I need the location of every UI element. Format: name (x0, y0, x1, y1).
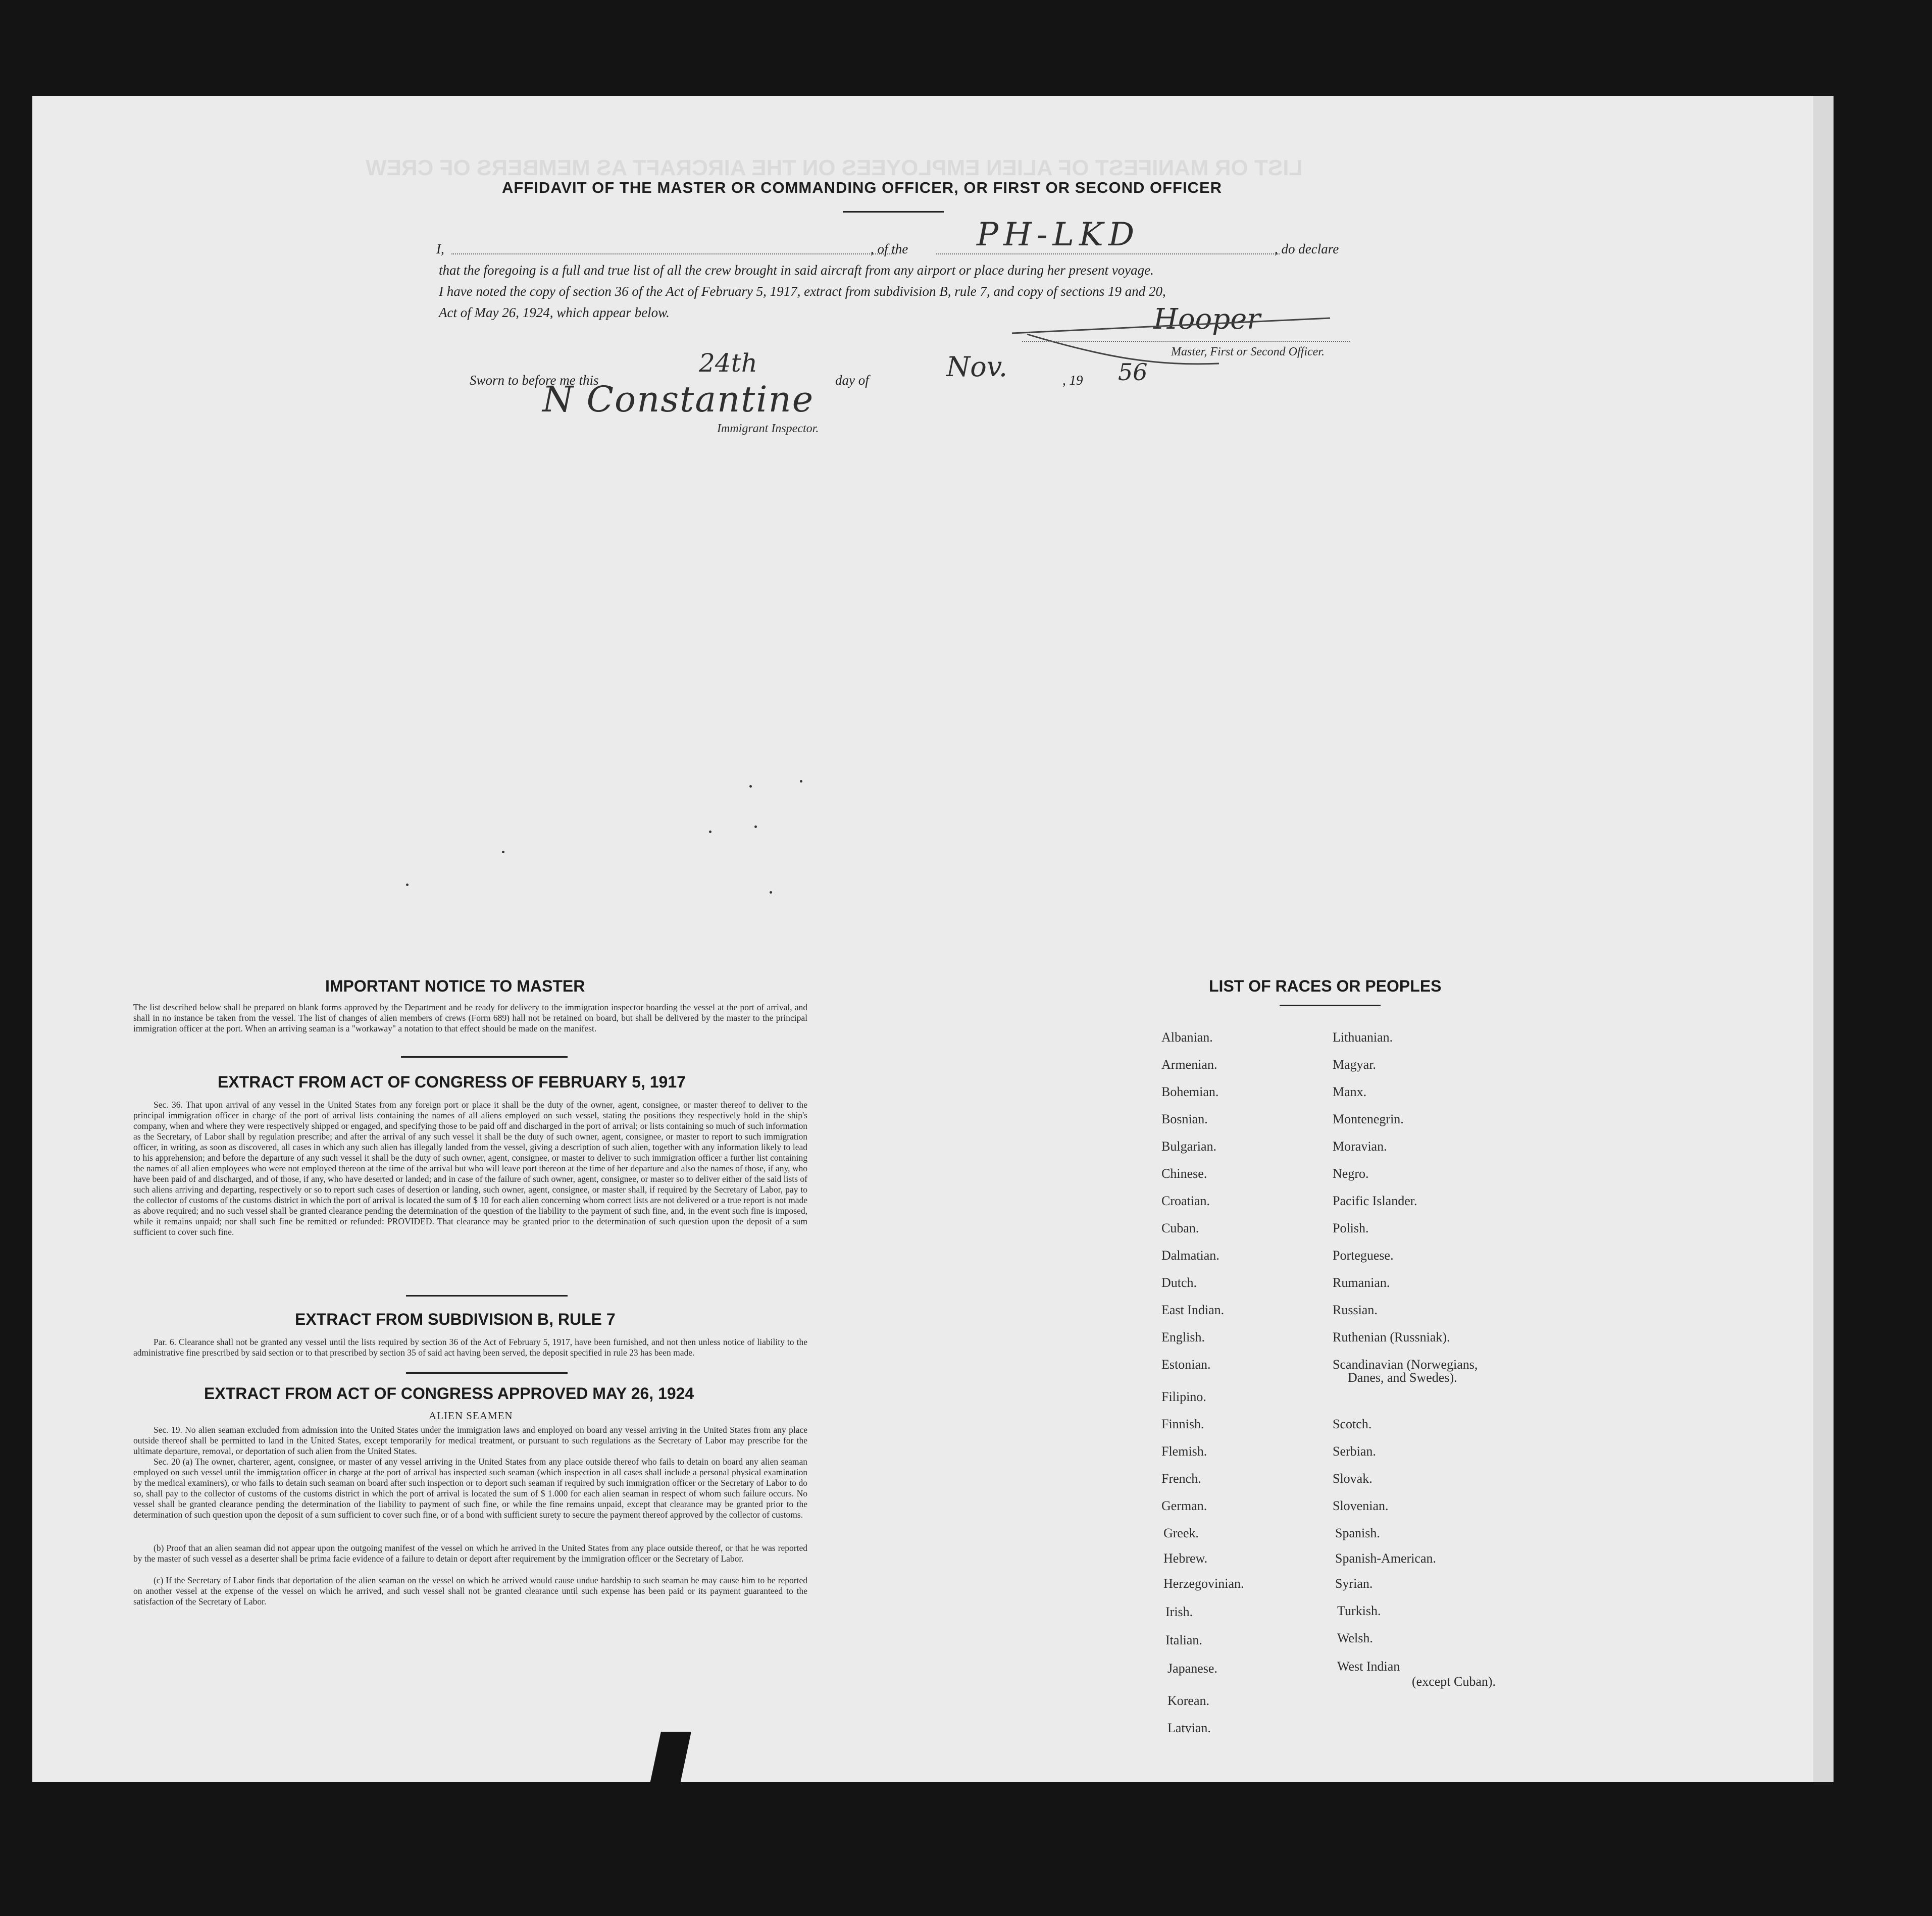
affidavit-declare: , do declare (1275, 241, 1339, 256)
race-item: English. (1161, 1330, 1205, 1344)
race-item: Armenian. (1161, 1057, 1217, 1072)
race-item: Scandinavian (Norwegians, (1333, 1357, 1478, 1372)
race-item: Syrian. (1335, 1576, 1373, 1591)
extract-1917-text: Sec. 36. That upon arrival of any vessel in the United States from any foreign port or place it shall be the duty of the owner, agent, consignee, or master thereof to deliver to the principal immigration officer in charge of the port of arrival lists containing the names of all aliens employed on such vessel, stating the positions they respectively hold in the ship's company, when and where they were respectively shipped or engaged, and specifying those to be paid off and discharged in the port of arrival; or lists containing so much of such information as the Secretary, of Labor shall by regulation prescribe; and after the arrival of any such vessel it shall be the duty of such owner, agent, consignee, or master to report to such immigration officer, in writing, as soon as discovered, all cases in which any such alien has illegally landed from the vessel, giving a description of such alien, together with any information likely to lead to his apprehension; and before the departure of any such vessel it shall be the duty of such owner, agent, consignee, or master to deliver to such immigration officer a further list containing the names of all alien employees who were not employed thereon at the time of the arrival but who will leave port thereon at the time of her departure and also the names of those, if any, who have been paid of and discharged, and of those, if any, who have deserted or landed; and in case of the failure of such owner, agent, consignee, or master so to deliver either of the said lists of such aliens arriving and departing, respectively or so to report such cases of desertion or landing, such owner, agent, consignee, or master shall, if required by the Secretary of Labor, pay to the collector of customs of the customs district in which the port of arrival is located the sum of $ 10 for each alien concerning whom correct lists are not delivered or a true report is not made as above required; and no such vessel shall be granted clearance pending the determination of the question of the liability to the payment of such fine, and, in the event such fine is imposed, while it remains unpaid; nor shall such fine be remitted or refunded: PROVIDED. That clearance may be granted prior to the determination of such question upon the deposit of a sum sufficient to cover such fine. (133, 1100, 807, 1237)
race-item: Estonian. (1161, 1357, 1211, 1372)
race-item: Finnish. (1161, 1417, 1204, 1431)
race-item: Magyar. (1333, 1057, 1376, 1072)
name-blank (451, 253, 896, 254)
day-handwritten: 24th (699, 348, 757, 378)
speck (800, 780, 802, 783)
race-item: Polish. (1333, 1221, 1369, 1235)
speck (770, 891, 772, 894)
affidavit-of-the: , of the (871, 241, 908, 256)
races-rule (1280, 1005, 1381, 1006)
race-item: Manx. (1333, 1084, 1367, 1099)
bleed-through-title: LIST OR MANIFEST OF ALIEN EMPLOYEES ON THE AIRCRAFT AS MEMBERS OF CREW (366, 156, 1303, 180)
race-item: Korean. (1167, 1693, 1210, 1708)
race-item: Irish. (1165, 1604, 1193, 1619)
affidavit-line-3: I have noted the copy of section 36 of the Act of February 5, 1917, extract from subdivision B, rule 7, and copy of sections 19 and 20, (439, 284, 1166, 299)
document-sheet (32, 96, 1833, 1782)
race-item: Slovenian. (1333, 1498, 1389, 1513)
race-item: Spanish. (1335, 1526, 1380, 1540)
extract-1917-rule (406, 1295, 568, 1297)
race-item: Welsh. (1337, 1631, 1373, 1645)
race-item: German. (1161, 1498, 1207, 1513)
extract-1917-title: EXTRACT FROM ACT OF CONGRESS OF FEBRUARY 5, 1917 (218, 1073, 686, 1091)
race-item: Chinese. (1161, 1166, 1207, 1181)
month-handwritten: Nov. (946, 351, 1008, 383)
race-item: Montenegrin. (1333, 1112, 1404, 1126)
extract-1924-sec20a: Sec. 20 (a) The owner, charterer, agent, consignee, or master of any vessel arriving in the United States from any place outside thereof who fails to detain on board any alien seaman employed on such vessel until the immigration officer in charge at the port of arrival has inspected such seaman (which inspection in all cases shall include a personal physical examination by the medical examiners), or who fails to detain such seaman on board after such inspection or to deport such seaman if required by such immigration officer or the Secretary of Labor to do so, shall pay to the collector of customs of the customs district in which the port of arrival is located the sum of $ 1.000 for each alien seaman in respect of whom such failure occurs. No vessel shall be granted clearance pending the determination of the liability to payment of such fine, or while the fine remains unpaid, except that clearance may be granted prior to the determination of such question upon the deposit of a sum sufficient to cover such fine, or of a bond with sufficient surety to secure the payment thereof approved by the collector of customs. (133, 1457, 807, 1520)
race-item: French. (1161, 1471, 1201, 1486)
race-item: Ruthenian (Russniak). (1333, 1330, 1450, 1344)
race-item: Bosnian. (1161, 1112, 1208, 1126)
rule7-text: Par. 6. Clearance shall not be granted any vessel until the lists required by section 36 of the Act of February 5, 1917, have been furnished, and not then unless notice of liability to the administrative fine prescribed by said section or to that prescribed by section 35 of said act having been served, the deposit specified in rule 23 has been made. (133, 1337, 807, 1358)
race-item: Lithuanian. (1333, 1030, 1393, 1045)
notice-title: IMPORTANT NOTICE TO MASTER (325, 977, 585, 995)
race-item: Italian. (1165, 1633, 1202, 1647)
speck (754, 825, 757, 828)
race-item: Filipino. (1161, 1389, 1206, 1404)
speck (709, 831, 711, 833)
notice-rule (401, 1056, 568, 1058)
alien-seamen-subtitle: ALIEN SEAMEN (429, 1410, 513, 1422)
day-of-label: day of (835, 373, 869, 388)
master-signature: Hooper (1153, 303, 1261, 336)
speck (502, 851, 504, 853)
sworn-label: Sworn to before me this (470, 373, 599, 388)
race-item: Porteguese. (1333, 1248, 1394, 1263)
race-item: Serbian. (1333, 1444, 1376, 1459)
year-prefix: , 19 (1062, 373, 1083, 388)
extract-1924-title: EXTRACT FROM ACT OF CONGRESS APPROVED MAY 26, 1924 (204, 1384, 694, 1403)
master-signature-line (1022, 341, 1350, 342)
race-item: Dutch. (1161, 1275, 1197, 1290)
race-item: Bohemian. (1161, 1084, 1219, 1099)
extract-1924-sec20b: (b) Proof that an alien seaman did not appear upon the outgoing manifest of the vessel on which he arrived in the United States from any place outside thereof, or that he was reported by the master of such vessel as a deserter shall be prima facie evidence of a failure to detain or deport after requirement by the immigration officer or the Secretary of Labor. (133, 1543, 807, 1564)
race-item: Latvian. (1167, 1721, 1211, 1735)
race-item: Albanian. (1161, 1030, 1213, 1045)
race-item: Hebrew. (1163, 1551, 1208, 1566)
rule7-title: EXTRACT FROM SUBDIVISION B, RULE 7 (295, 1310, 616, 1328)
title-rule (843, 211, 944, 213)
race-item: Negro. (1333, 1166, 1369, 1181)
speck (749, 785, 752, 788)
sheet-edge-shadow (1813, 96, 1834, 1782)
torn-edge (646, 1732, 691, 1802)
race-item: Rumanian. (1333, 1275, 1390, 1290)
race-item: (except Cuban). (1412, 1674, 1496, 1689)
aircraft-blank (936, 253, 1280, 254)
affidavit-i: I, (436, 241, 444, 256)
race-item: Moravian. (1333, 1139, 1387, 1154)
race-item: Dalmatian. (1161, 1248, 1219, 1263)
race-item: Cuban. (1161, 1221, 1199, 1235)
race-item: Danes, and Swedes). (1348, 1370, 1457, 1385)
race-item: Scotch. (1333, 1417, 1372, 1431)
race-item: Turkish. (1337, 1603, 1381, 1618)
extract-1924-sec20c: (c) If the Secretary of Labor finds that deportation of the alien seaman on the vessel on which he arrived would cause undue hardship to such seaman he may cause him to be reported on another vessel at the expense of the vessel on which he arrived, and such vessel shall not be granted clearance until such expense has been paid or its payment guaranteed to the satisfaction of the Secretary of Labor. (133, 1575, 807, 1607)
affidavit-title: AFFIDAVIT OF THE MASTER OR COMMANDING OFFICER, OR FIRST OR SECOND OFFICER (502, 179, 1223, 196)
race-item: Pacific Islander. (1333, 1194, 1417, 1208)
race-item: Slovak. (1333, 1471, 1372, 1486)
race-item: Spanish-American. (1335, 1551, 1437, 1566)
speck (406, 884, 409, 886)
race-item: Russian. (1333, 1303, 1378, 1317)
rule7-rule (406, 1372, 568, 1374)
race-item: Herzegovinian. (1163, 1576, 1244, 1591)
aircraft-registration-handwritten: PH-LKD (977, 216, 1140, 253)
race-item: Croatian. (1161, 1194, 1210, 1208)
race-item: Japanese. (1167, 1661, 1217, 1676)
affidavit-line-4: Act of May 26, 1924, which appear below. (439, 305, 670, 320)
extract-1924-sec19: Sec. 19. No alien seaman excluded from admission into the United States under the immigration laws and employed on board any vessel arriving in the United States from any place outside thereof shall be permitted to land in the United States, except temporarily for medical treatment, or pursuant to such regulations as the Secretary of Labor may prescribe for the ultimate departure, removal, or deportation of such alien from the United States. (133, 1425, 807, 1456)
race-item: Greek. (1163, 1526, 1199, 1540)
affidavit-line-2: that the foregoing is a full and true list of all the crew brought in said aircraft from any airport or place during her present voyage. (439, 263, 1154, 278)
races-title: LIST OF RACES OR PEOPLES (1209, 977, 1442, 995)
race-item: Flemish. (1161, 1444, 1207, 1459)
master-caption: Master, First or Second Officer. (1171, 345, 1325, 358)
race-item: West Indian (1337, 1659, 1400, 1674)
inspector-signature: N Constantine (542, 379, 815, 420)
year-handwritten: 56 (1118, 358, 1148, 386)
inspector-caption: Immigrant Inspector. (717, 422, 819, 435)
race-item: East Indian. (1161, 1303, 1225, 1317)
notice-text: The list described below shall be prepared on blank forms approved by the Department and be ready for delivery to the immigration inspector boarding the vessel at the port of arrival, and shall in no instance be taken from the vessel. The list of changes of alien members of crews (Form 689) hall not be retained on board, but shall be delivered by the master to the principal immigration officer at the port. When an arriving seaman is a "workaway" a notation to that effect should be made on the manifest. (133, 1002, 807, 1033)
race-item: Bulgarian. (1161, 1139, 1217, 1154)
